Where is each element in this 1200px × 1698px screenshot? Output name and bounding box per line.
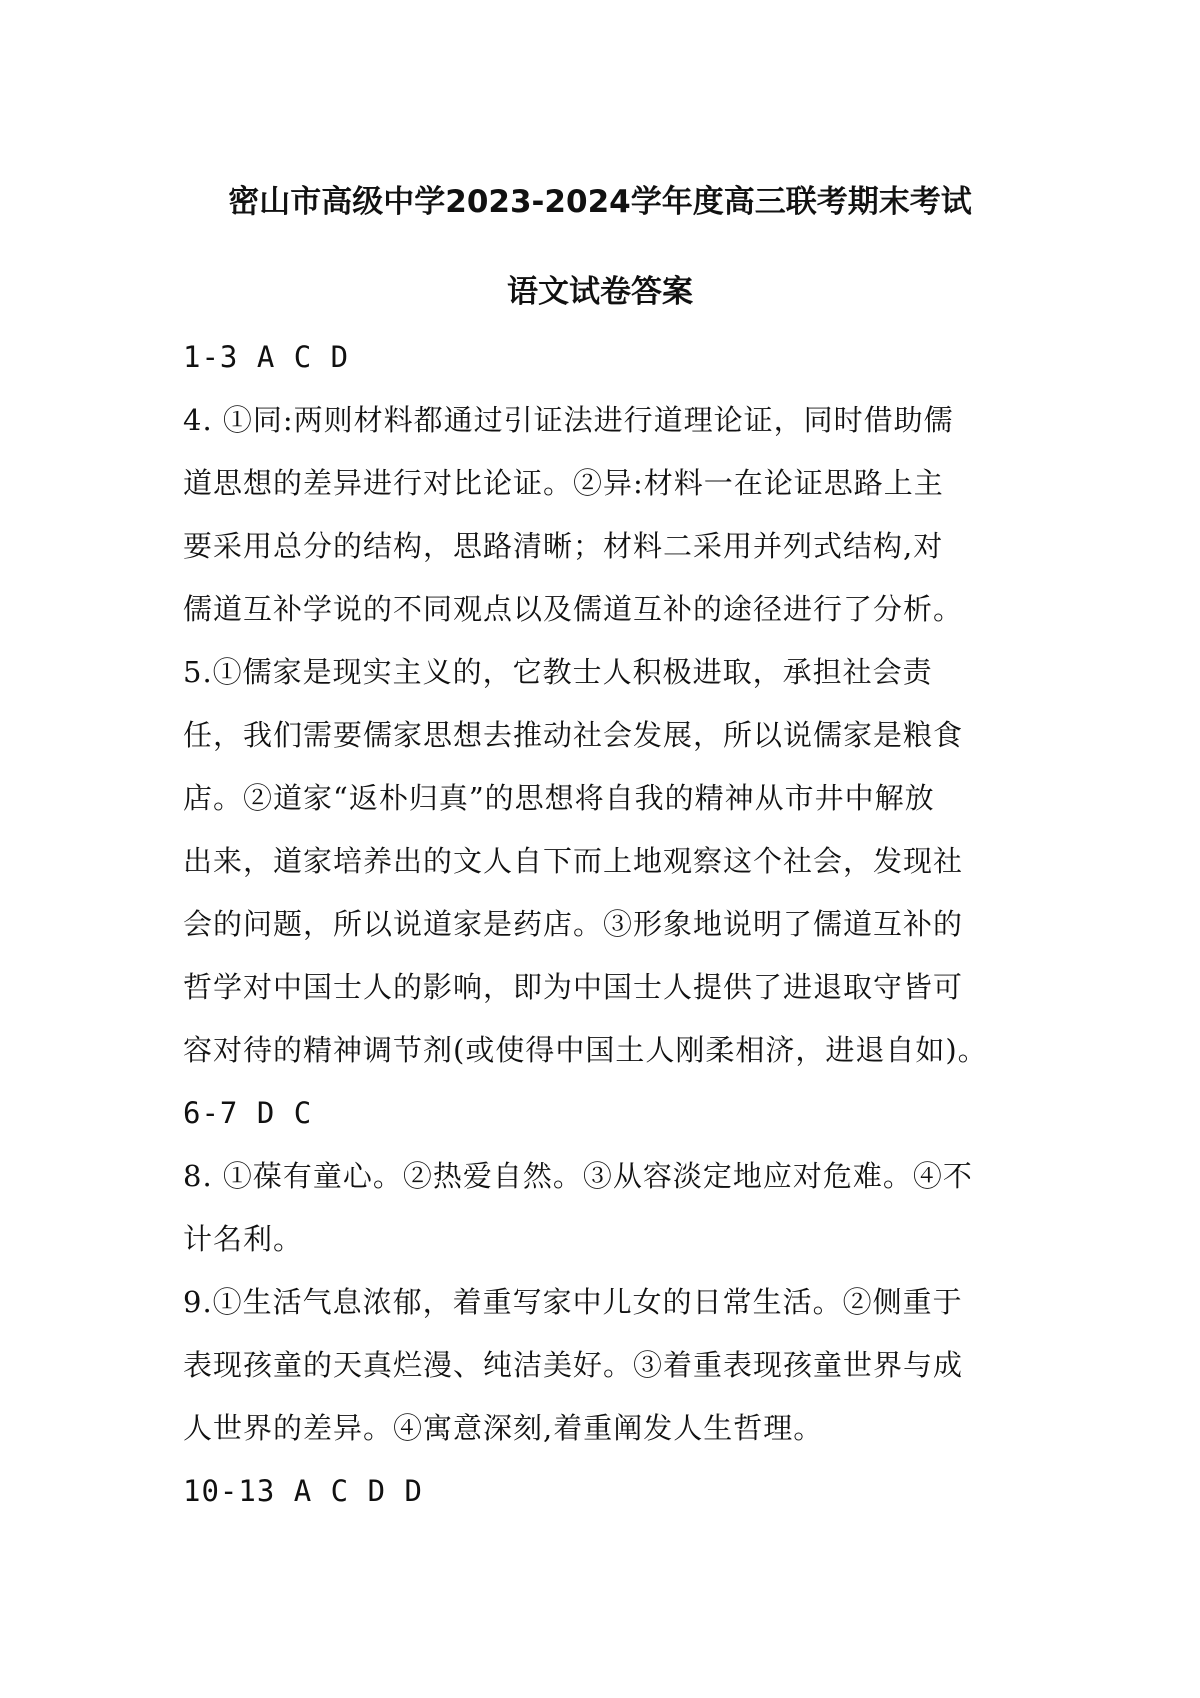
answer-line-q9-a: 9.①生活气息浓郁，着重写家中儿女的日常生活。②侧重于 — [183, 1285, 963, 1319]
answer-line-q5-a: 5.①儒家是现实主义的，它教士人积极进取，承担社会责 — [183, 655, 933, 689]
answer-line-q4-c: 要采用总分的结构，思路清晰；材料二采用并列式结构,对 — [183, 529, 944, 563]
document-title: 密山市高级中学2023-2024学年度高三联考期末考试 — [228, 184, 972, 220]
answer-line-q8-b: 计名利。 — [183, 1222, 304, 1256]
answer-line-q5-g: 容对待的精神调节剂(或使得中国土人刚柔相济，进退自如)。 — [183, 1033, 988, 1067]
answer-body — [183, 337, 1063, 1534]
answer-line-q4-d: 儒道互补学说的不同观点以及儒道互补的途径进行了分析。 — [183, 592, 964, 626]
answer-line-q9-c: 人世界的差异。④寓意深刻,着重阐发人生哲理。 — [183, 1411, 824, 1445]
answer-line-q8-a: 8. ①葆有童心。②热爱自然。③从容淡定地应对危难。④不 — [183, 1159, 973, 1193]
answer-line-q5-f: 哲学对中国士人的影响，即为中国士人提供了进退取守皆可 — [183, 970, 964, 1004]
answer-line-q5-b: 任，我们需要儒家思想去推动社会发展，所以说儒家是粮食 — [183, 718, 964, 752]
answer-line-q5-c: 店。②道家“返朴归真”的思想将自我的精神从市井中解放 — [183, 781, 935, 815]
answer-line-6-7: 6-7 D C — [183, 1096, 313, 1130]
answer-line-q9-b: 表现孩童的天真烂漫、纯洁美好。③着重表现孩童世界与成 — [183, 1348, 964, 1382]
answer-line-q5-e: 会的问题，所以说道家是药店。③形象地说明了儒道互补的 — [183, 907, 964, 941]
answer-line-q4-b: 道思想的差异进行对比论证。②异:材料一在论证思路上主 — [183, 466, 944, 500]
answer-line-10-13: 10-13 A C D D — [183, 1474, 423, 1508]
answer-line-1-3: 1-3 A C D — [183, 340, 350, 374]
document-subtitle: 语文试卷答案 — [507, 274, 693, 310]
answer-line-q5-d: 出来，道家培养出的文人自下而上地观察这个社会，发现社 — [183, 844, 964, 878]
answer-line-q4-a: 4. ①同:两则材料都通过引证法进行道理论证，同时借助儒 — [183, 403, 954, 437]
